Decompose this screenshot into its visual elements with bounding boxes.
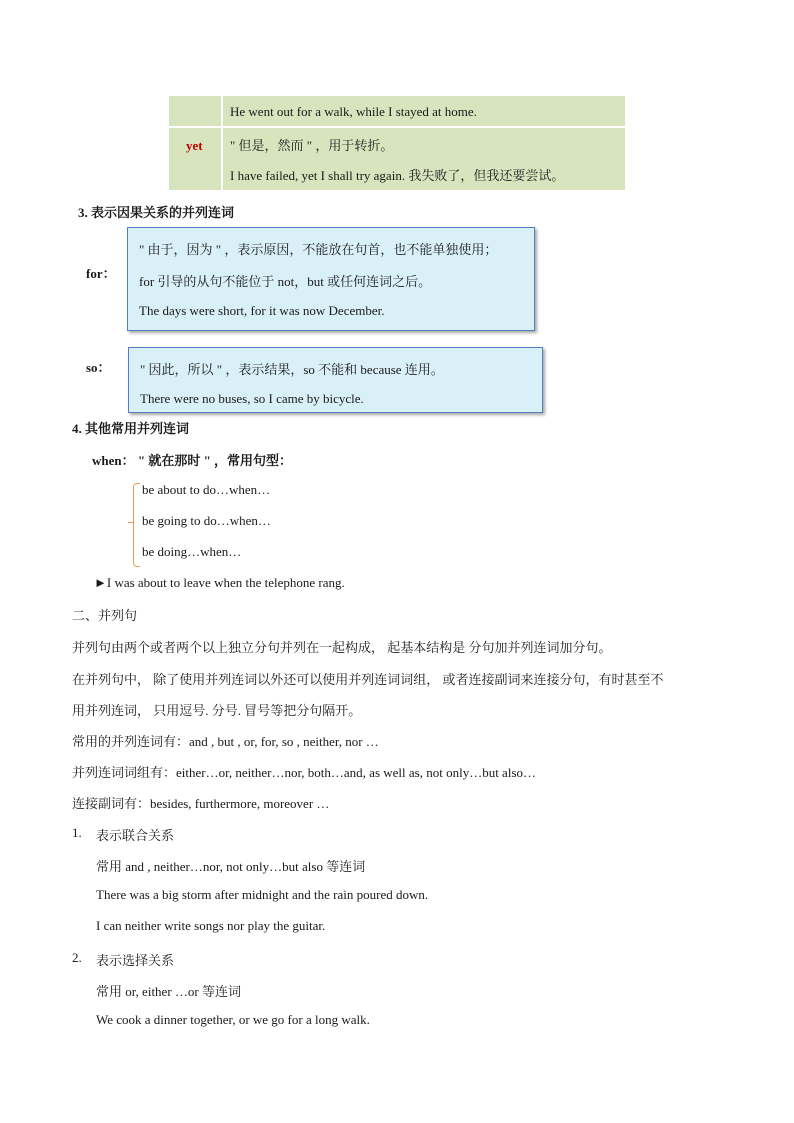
so-example: There were no buses, so I came by bicycle. (140, 391, 364, 406)
for-example: The days were short, for it was now December. (139, 303, 385, 318)
item-2-number: 2. (72, 950, 82, 965)
yet-label: yet (186, 138, 203, 153)
section-3-heading: 3. 表示因果关系的并列连词 (78, 205, 235, 220)
for-label: for： (86, 266, 116, 281)
for-rule: for 引导的从句不能位于 not，but 或任何连词之后。 (139, 274, 432, 289)
for-explanation-box (127, 227, 535, 331)
item-1-example-2: I can neither write songs nor play the guitar. (96, 918, 326, 933)
pattern-about-to: be about to do…when… (142, 482, 271, 497)
part-2-usage-line2: 用并列连词， 只用逗号. 分号. 冒号等把分句隔开。 (72, 703, 362, 718)
item-1-number: 1. (72, 825, 82, 840)
for-meaning: " 由于，因为 " ，表示原因，不能放在句首，也不能单独使用； (139, 242, 498, 257)
conjunction-table (168, 95, 626, 191)
so-meaning: " 因此，所以 " ，表示结果，so 不能和 because 连用。 (140, 362, 444, 377)
table-text-cell-yet (222, 127, 626, 191)
yet-meaning: " 但是，然而 " ，用于转折。 (230, 138, 394, 153)
conjunction-phrases: 并列连词词组有：either…or, neither…nor, both…and, as well as, not only…but also… (72, 765, 537, 780)
so-explanation-box (128, 347, 543, 413)
pattern-bracket (133, 483, 140, 567)
part-2-definition: 并列句由两个或者两个以上独立分句并列在一起构成， 起基本结构是 分句加并列连词加分句。 (72, 640, 612, 655)
item-2-title: 表示选择关系 (96, 953, 175, 968)
item-2-example-1: We cook a dinner together, or we go for a long walk. (96, 1012, 370, 1027)
common-conjunctions: 常用的并列连词有：and , but , or, for, so , neither, nor … (72, 734, 379, 749)
pattern-bracket-tick (128, 522, 133, 523)
so-label: so： (86, 360, 111, 375)
yet-example: I have failed, yet I shall try again. 我失败了，但我还要尝试。 (230, 168, 565, 183)
pattern-going-to: be going to do…when… (142, 513, 271, 528)
table-text-cell-while-example (222, 95, 626, 127)
section-4-heading: 4. 其他常用并列连词 (72, 421, 190, 436)
when-example: ►I was about to leave when the telephone rang. (94, 575, 345, 590)
pattern-doing: be doing…when… (142, 544, 242, 559)
while-example-text: He went out for a walk, while I stayed at home. (230, 104, 477, 119)
item-2-conjunctions: 常用 or, either …or 等连词 (96, 984, 241, 999)
table-label-cell-yet (168, 127, 222, 191)
item-1-title: 表示联合关系 (96, 828, 175, 843)
part-2-heading: 二、并列句 (72, 608, 138, 623)
part-2-usage-line1: 在并列句中， 除了使用并列连词以外还可以使用并列连词词组， 或者连接副词来连接分句，有时甚至不 (72, 672, 664, 687)
when-line: when： " 就在那时 " ，常用句型： (92, 453, 293, 468)
table-label-cell-empty (168, 95, 222, 127)
item-1-example-1: There was a big storm after midnight and the rain poured down. (96, 887, 429, 902)
item-1-conjunctions: 常用 and , neither…nor, not only…but also 等连词 (96, 859, 366, 874)
conjunctive-adverbs: 连接副词有：besides, furthermore, moreover … (72, 796, 330, 811)
